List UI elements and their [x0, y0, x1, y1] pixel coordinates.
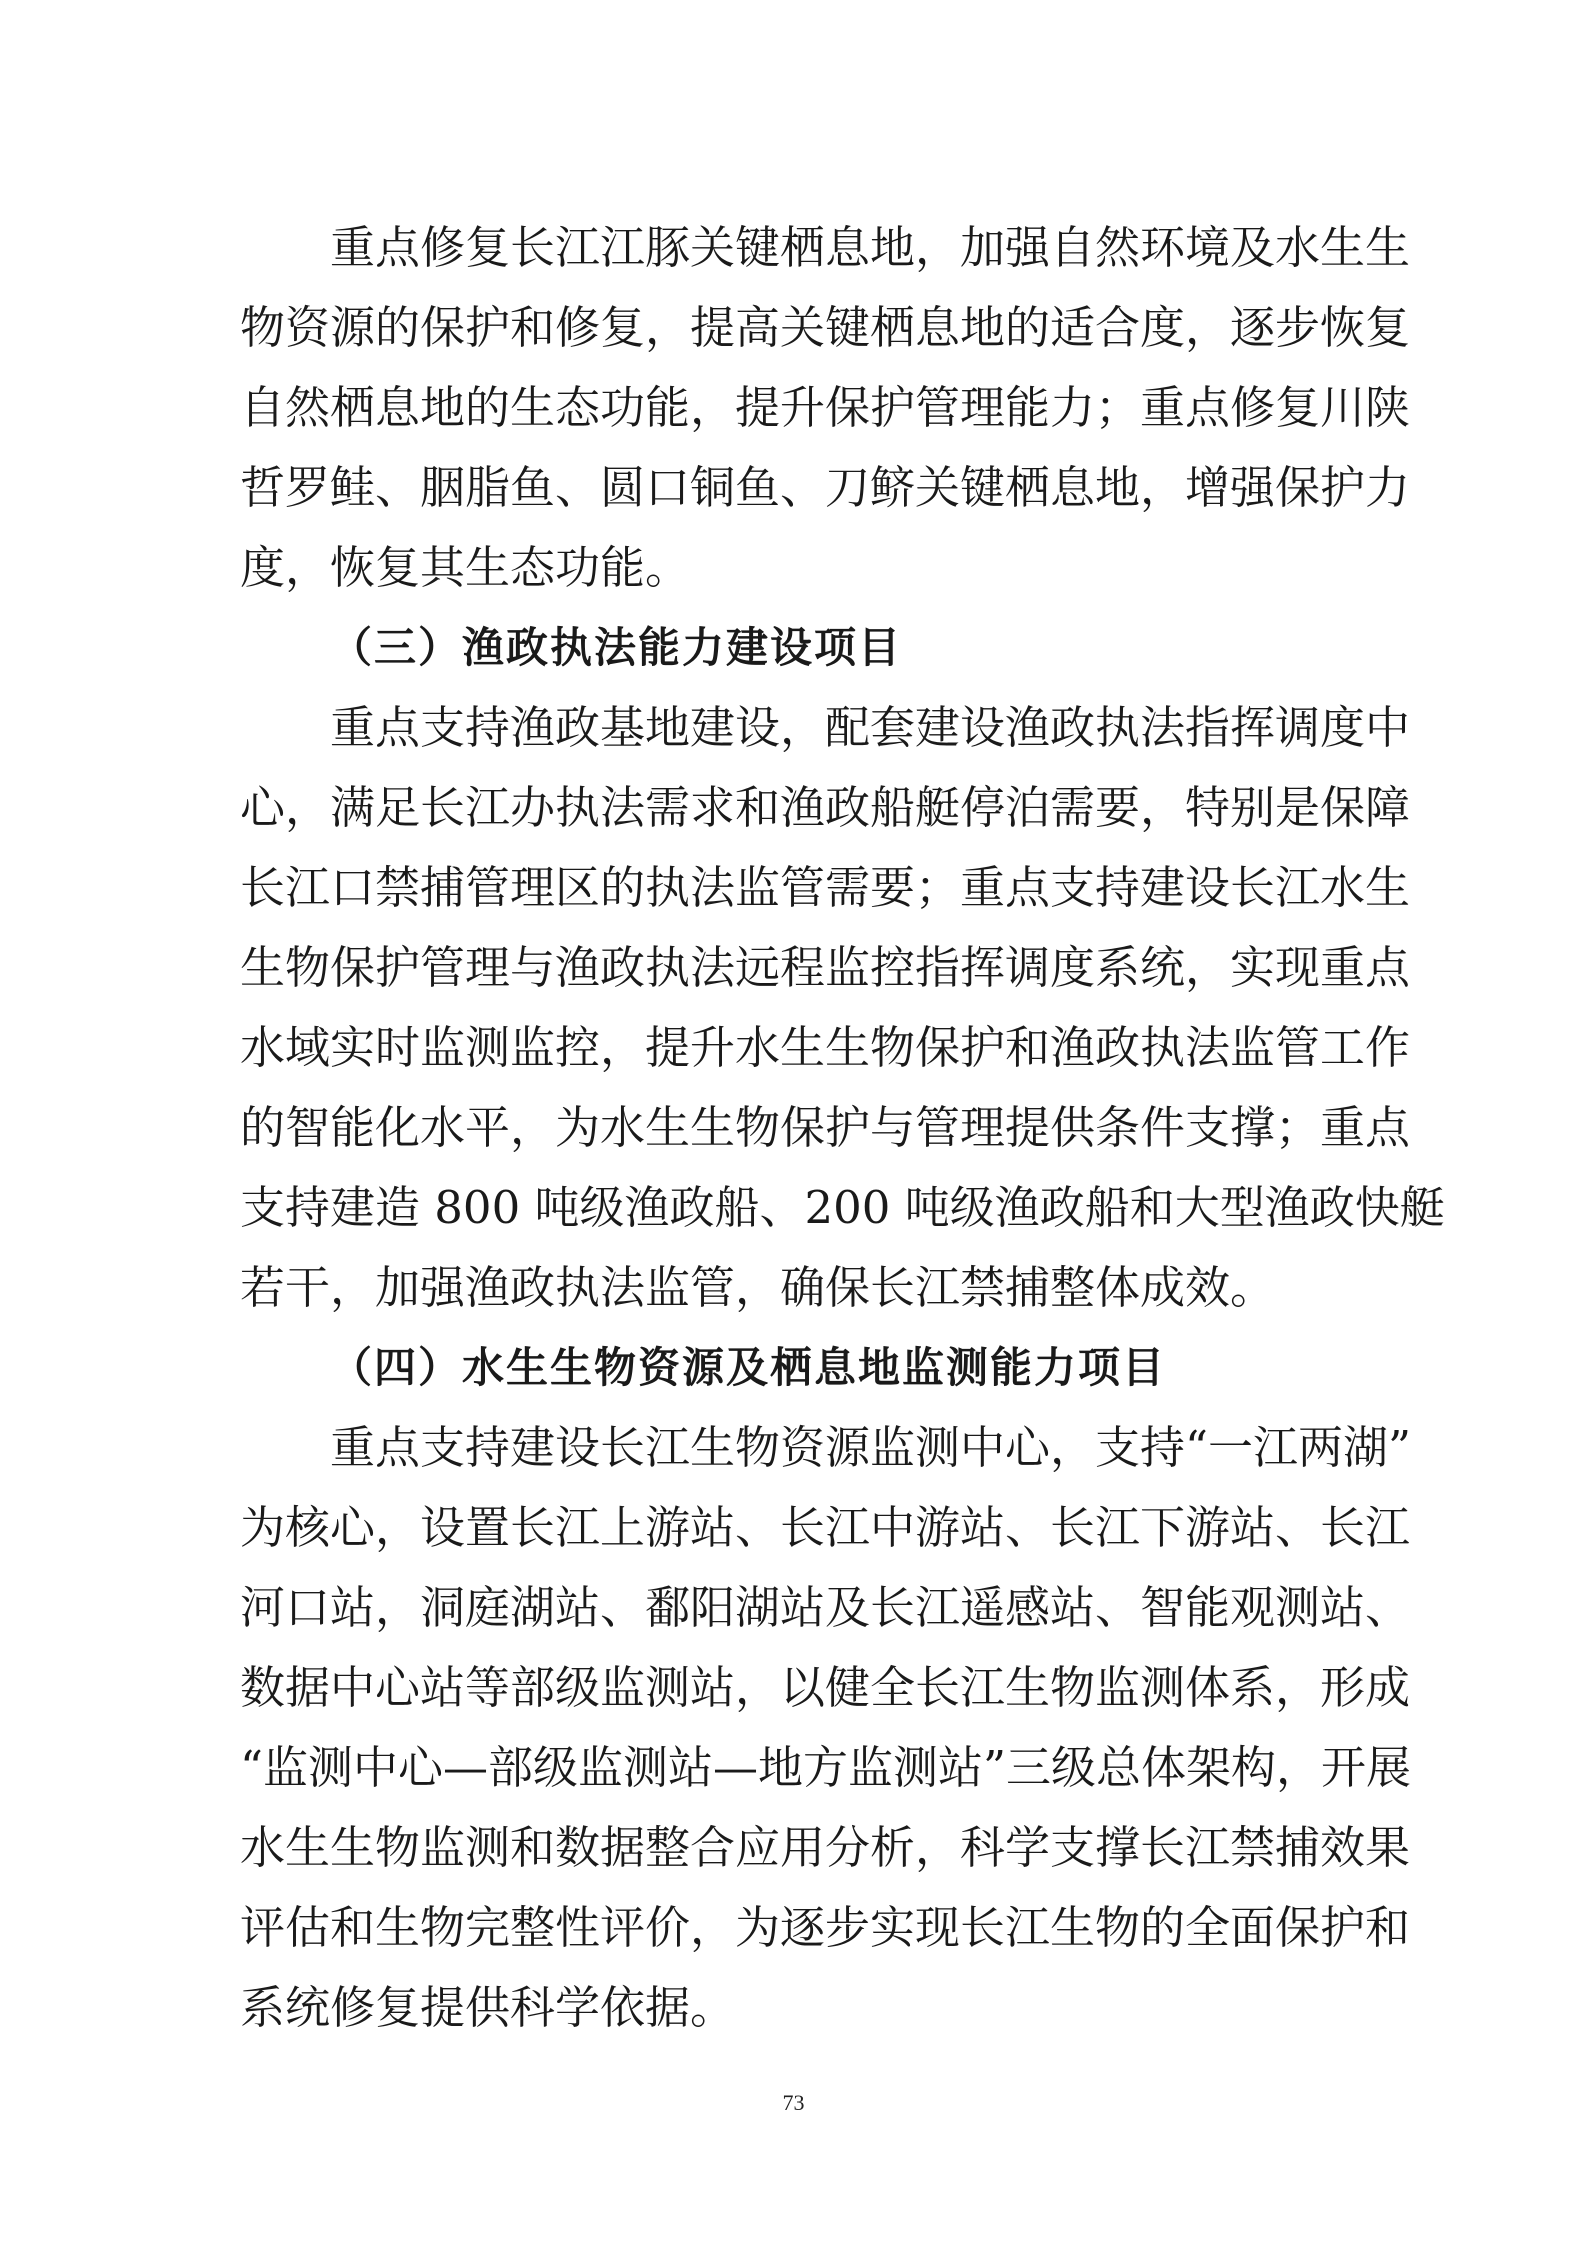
- paragraph-1-line-2: 物资源的保护和修复，提高关键栖息地的适合度，逐步恢复: [240, 301, 1411, 354]
- paragraph-1-line-4: 哲罗鲑、胭脂鱼、圆口铜鱼、刀鲚关键栖息地，增强保护力: [240, 461, 1411, 514]
- paragraph-3-line-8: 系统修复提供科学依据。: [240, 1981, 736, 2034]
- paragraph-2-line-1: 重点支持渔政基地建设，配套建设渔政执法指挥调度中: [330, 701, 1411, 754]
- paragraph-2-line-6: 的智能化水平，为水生生物保护与管理提供条件支撑；重点: [240, 1101, 1411, 1154]
- paragraph-3-line-4: 数据中心站等部级监测站，以健全长江生物监测体系，形成: [240, 1661, 1411, 1714]
- paragraph-3-line-6: 水生生物监测和数据整合应用分析，科学支撑长江禁捕效果: [240, 1821, 1411, 1874]
- paragraph-1-line-1: 重点修复长江江豚关键栖息地，加强自然环境及水生生: [330, 221, 1411, 274]
- paragraph-3-line-1: 重点支持建设长江生物资源监测中心，支持“一江两湖”: [330, 1421, 1412, 1474]
- page-number: 73: [782, 2090, 805, 2115]
- paragraph-2-line-8: 若干，加强渔政执法监管，确保长江禁捕整体成效。: [240, 1261, 1276, 1314]
- section-heading-4: （四）水生生物资源及栖息地监测能力项目: [330, 1343, 1167, 1392]
- paragraph-2-line-7: 支持建造 800 吨级渔政船、200 吨级渔政船和大型渔政快艇: [240, 1181, 1445, 1234]
- paragraph-3-line-7: 评估和生物完整性评价，为逐步实现长江生物的全面保护和: [240, 1901, 1411, 1954]
- paragraph-2-line-3: 长江口禁捕管理区的执法监管需要；重点支持建设长江水生: [240, 861, 1411, 914]
- paragraph-2-line-2: 心，满足长江办执法需求和渔政船艇停泊需要，特别是保障: [240, 781, 1411, 834]
- section-heading-3: （三）渔政执法能力建设项目: [330, 623, 903, 672]
- paragraph-2-line-4: 生物保护管理与渔政执法远程监控指挥调度系统，实现重点: [240, 941, 1411, 994]
- paragraph-3-line-5: “监测中心—部级监测站—地方监测站”三级总体架构，开展: [240, 1741, 1412, 1794]
- paragraph-2-line-5: 水域实时监测监控，提升水生生物保护和渔政执法监管工作: [240, 1021, 1411, 1074]
- paragraph-3-line-2: 为核心，设置长江上游站、长江中游站、长江下游站、长江: [240, 1501, 1411, 1554]
- paragraph-1-line-5: 度，恢复其生态功能。: [240, 541, 691, 594]
- paragraph-1-line-3: 自然栖息地的生态功能，提升保护管理能力；重点修复川陕: [240, 381, 1411, 434]
- paragraph-3-line-3: 河口站，洞庭湖站、鄱阳湖站及长江遥感站、智能观测站、: [240, 1581, 1411, 1634]
